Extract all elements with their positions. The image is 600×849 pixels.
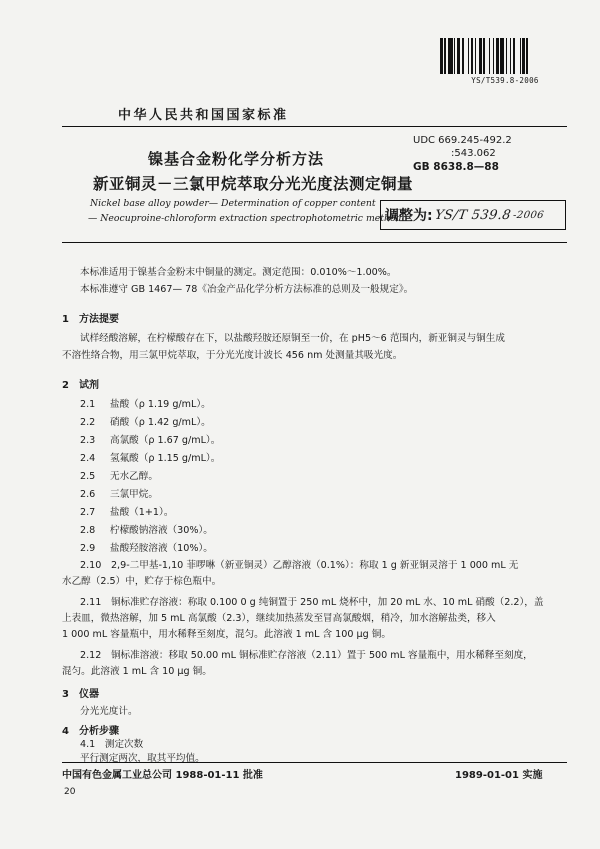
reagent-item bbox=[80, 522, 213, 536]
stamp-handwritten-year: -2006 bbox=[511, 209, 545, 221]
udc-line-1: UDC 669.245-492.2 bbox=[413, 135, 512, 146]
section-3-body: 分光光度计。 bbox=[80, 706, 138, 717]
reagent-text: 柠檬酸钠溶液（30%）。 bbox=[110, 525, 213, 536]
reagent-2-12-line-2: 混匀。此溶液 1 mL 含 10 μg 铜。 bbox=[62, 666, 212, 677]
effective-date: 1989-01-01 实施 bbox=[455, 770, 543, 781]
reagent-number: 2.5 bbox=[80, 471, 96, 482]
reagent-text: 三氯甲烷。 bbox=[110, 489, 158, 500]
udc-code bbox=[413, 134, 512, 160]
section-4-heading: 4 分析步骤 bbox=[62, 726, 119, 737]
title-cn-line-1: 镍基合金粉化学分析方法 bbox=[148, 150, 325, 168]
reagent-2-11-line-3: 1 000 mL 容量瓶中，用水稀释至刻度，混匀。此溶液 1 mL 含 100 μg 铜。 bbox=[62, 629, 391, 640]
barcode-code-text: YS/T539.8-2006 bbox=[471, 76, 539, 85]
reagent-text: 盐酸（1+1）。 bbox=[110, 507, 174, 518]
reagent-item bbox=[80, 450, 220, 464]
reagent-number: 2.1 bbox=[80, 399, 96, 410]
reagent-text: 硝酸（ρ 1.42 g/mL）。 bbox=[110, 417, 211, 428]
reagent-2-10-line-1: 2.10 2,9-二甲基-1,10 菲啰啉（新亚铜灵）乙醇溶液（0.1%）：称取 1 g 新亚铜灵溶于 1 000 mL 无 bbox=[80, 560, 519, 571]
reagent-item bbox=[80, 504, 173, 518]
reagent-2-11-line-1: 2.11 铜标准贮存溶液：称取 0.100 0 g 纯铜置于 250 mL 烧杯中，加 20 mL 水、10 mL 硝酸（2.2），盖 bbox=[80, 597, 544, 608]
reagent-item bbox=[80, 468, 158, 482]
reagent-number: 2.6 bbox=[80, 489, 96, 500]
reagent-item bbox=[80, 486, 158, 500]
reagent-number: 2.8 bbox=[80, 525, 96, 536]
reagent-number: 2.3 bbox=[80, 435, 96, 446]
reagent-2-10-line-2: 水乙醇（2.5）中，贮存于棕色瓶中。 bbox=[62, 576, 222, 587]
header-divider bbox=[62, 126, 567, 127]
section-1-body-line-1: 试样经酸溶解，在柠檬酸存在下，以盐酸羟胺还原铜至一价，在 pH5～6 范围内，新亚铜灵与铜生成 bbox=[80, 333, 505, 344]
stamp-handwritten-code: YS/T 539.8 bbox=[433, 207, 512, 223]
intro-paragraph-1: 本标准适用于镍基合金粉末中铜量的测定。测定范围：0.010%～1.00%。 bbox=[80, 267, 397, 278]
reagent-text: 盐酸羟胺溶液（10%）。 bbox=[110, 543, 213, 554]
title-divider bbox=[62, 242, 567, 243]
reagent-text: 无水乙醇。 bbox=[110, 471, 158, 482]
intro-paragraph-2: 本标准遵守 GB 1467— 78《冶金产品化学分析方法标准的总则及一般规定》。 bbox=[80, 284, 414, 295]
gb-number: GB 8638.8—88 bbox=[413, 161, 499, 173]
reagent-text: 盐酸（ρ 1.19 g/mL）。 bbox=[110, 399, 211, 410]
section-2-heading: 2 试剂 bbox=[62, 380, 99, 391]
standard-type-heading: 中华人民共和国国家标准 bbox=[118, 108, 289, 123]
reagent-item bbox=[80, 432, 220, 446]
reagent-item bbox=[80, 414, 211, 428]
reagent-number: 2.2 bbox=[80, 417, 96, 428]
barcode-image bbox=[440, 38, 570, 74]
page-number: 20 bbox=[64, 787, 76, 797]
reagent-number: 2.7 bbox=[80, 507, 96, 518]
title-en-line-1: Nickel base alloy powder— Determination of copper content bbox=[90, 198, 376, 209]
reagent-2-11-line-2: 上表皿，微热溶解，加 5 mL 高氯酸（2.3），继续加热蒸发至冒高氯酸烟，稍冷，加水溶解盐类，移入 bbox=[62, 613, 496, 624]
barcode-bar bbox=[528, 38, 531, 74]
section-3-heading: 3 仪器 bbox=[62, 689, 99, 700]
reagent-item bbox=[80, 396, 211, 410]
reagent-2-12-line-1: 2.12 铜标准溶液：移取 50.00 mL 铜标准贮存溶液（2.11）置于 500 mL 容量瓶中，用水稀释至刻度， bbox=[80, 650, 533, 661]
title-en-line-2: — Neocuproine-chloroform extraction spectrophotometric method bbox=[88, 213, 402, 224]
adjustment-stamp bbox=[380, 200, 566, 230]
reagent-item bbox=[80, 540, 213, 554]
stamp-label: 调整为: bbox=[385, 208, 433, 224]
footer-divider bbox=[62, 762, 567, 763]
step-4-1-title: 4.1 测定次数 bbox=[80, 739, 144, 750]
reagent-text: 高氯酸（ρ 1.67 g/mL）。 bbox=[110, 435, 221, 446]
title-cn-line-2: 新亚铜灵－三氯甲烷萃取分光光度法测定铜量 bbox=[93, 175, 414, 193]
udc-line-2: :543.062 bbox=[451, 148, 496, 159]
section-1-body-line-2: 不溶性络合物，用三氯甲烷萃取，于分光光度计波长 456 nm 处测量其吸光度。 bbox=[62, 350, 403, 361]
reagent-number: 2.4 bbox=[80, 453, 96, 464]
issuer-approval: 中国有色金属工业总公司 1988-01-11 批准 bbox=[62, 770, 263, 781]
reagent-number: 2.9 bbox=[80, 543, 96, 554]
section-1-heading: 1 方法提要 bbox=[62, 314, 119, 325]
reagent-text: 氢氟酸（ρ 1.15 g/mL）。 bbox=[110, 453, 221, 464]
step-4-1-body: 平行测定两次，取其平均值。 bbox=[80, 753, 205, 764]
